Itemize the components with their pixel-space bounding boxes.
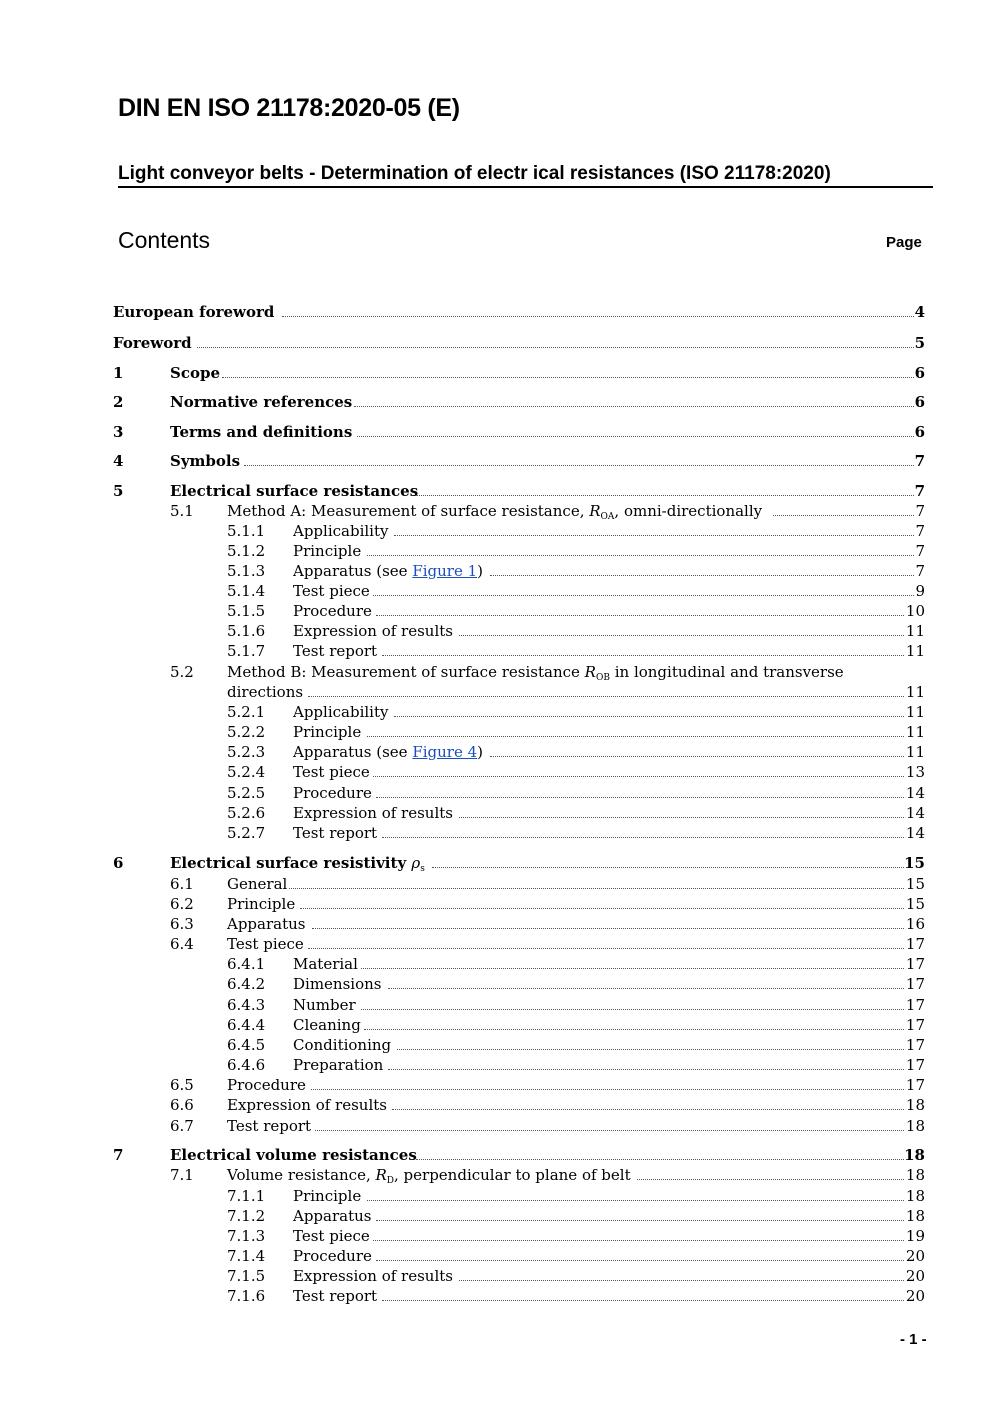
- toc-number: 5.1.4: [227, 582, 266, 600]
- toc-number: 5.2.4: [227, 763, 266, 781]
- toc-label: Procedure: [227, 1076, 306, 1094]
- toc-page: 14: [905, 784, 925, 802]
- toc-label: directions: [227, 683, 304, 701]
- toc-number: 6.4.5: [227, 1036, 266, 1054]
- toc-number: 5.2.5: [227, 784, 266, 802]
- toc-entry-6-6[interactable]: [0, 1095, 992, 1115]
- toc-leader: [459, 1280, 904, 1281]
- toc-leader: [416, 1159, 904, 1160]
- toc-label: Test report: [227, 1117, 312, 1135]
- toc-page: 11: [905, 743, 925, 761]
- toc-label: Principle: [227, 895, 296, 913]
- toc-leader: [367, 736, 904, 737]
- toc-entry-7-1-6[interactable]: [0, 1286, 992, 1306]
- toc-number: 5.1: [170, 502, 194, 520]
- toc-entry-foreword[interactable]: [0, 333, 992, 353]
- toc-label: Test piece: [293, 763, 370, 781]
- toc-page: 7: [915, 522, 925, 540]
- toc-label: Scope: [170, 364, 221, 382]
- toc-entry-5-1-7[interactable]: [0, 641, 992, 661]
- toc-page: 17: [905, 935, 925, 953]
- toc-number: 6.4.4: [227, 1016, 266, 1034]
- toc-entry-6-4-2[interactable]: [0, 974, 992, 994]
- toc-number: 6.5: [170, 1076, 194, 1094]
- toc-number: 7: [113, 1146, 124, 1164]
- toc-number: 4: [113, 452, 124, 470]
- toc-page: 18: [905, 1096, 925, 1114]
- toc-label: Test piece: [293, 1227, 370, 1245]
- toc-label: Apparatus (see Figure 4): [293, 743, 484, 761]
- toc-label: Test report: [293, 1287, 378, 1305]
- toc-page: 4: [914, 303, 925, 321]
- toc-number: 6.6: [170, 1096, 194, 1114]
- toc-label: Procedure: [293, 1247, 372, 1265]
- toc-page: 15: [905, 895, 925, 913]
- contents-heading: Contents: [118, 227, 211, 253]
- toc-number: 5.1.2: [227, 542, 266, 560]
- toc-page: 6: [914, 423, 925, 441]
- toc-page: 18: [904, 1146, 925, 1164]
- toc-page: 18: [905, 1166, 925, 1184]
- toc-number: 7.1.2: [227, 1207, 266, 1225]
- toc-label: Procedure: [293, 784, 372, 802]
- toc-page: 17: [905, 975, 925, 993]
- toc-entry-5[interactable]: [0, 481, 992, 501]
- toc-leader: [416, 495, 914, 496]
- toc-entry-5-2-6[interactable]: [0, 803, 992, 823]
- toc-leader: [300, 908, 904, 909]
- toc-leader: [373, 595, 914, 596]
- toc-leader: [361, 968, 904, 969]
- toc-entry-6-4-5[interactable]: [0, 1035, 992, 1055]
- toc-leader: [376, 1260, 904, 1261]
- toc-entry-6[interactable]: [0, 853, 992, 873]
- figure-link[interactable]: Figure 4: [412, 743, 478, 761]
- toc-number: 7.1.1: [227, 1187, 266, 1205]
- toc-entry-5-2-7[interactable]: [0, 823, 992, 843]
- toc-label: Test piece: [293, 582, 370, 600]
- toc-leader: [367, 555, 914, 556]
- toc-number: 6.2: [170, 895, 194, 913]
- toc-entry-5-2-2[interactable]: [0, 722, 992, 742]
- toc-leader: [382, 655, 904, 656]
- toc-label: Principle: [293, 542, 362, 560]
- toc-leader: [373, 1240, 904, 1241]
- toc-number: 7.1.5: [227, 1267, 266, 1285]
- toc-entry-6-2[interactable]: [0, 894, 992, 914]
- toc-label: Apparatus: [227, 915, 306, 933]
- toc-number: 5.1.5: [227, 602, 266, 620]
- toc-number: 5.1.3: [227, 562, 266, 580]
- toc-label: Dimensions: [293, 975, 382, 993]
- toc-number: 7.1.3: [227, 1227, 266, 1245]
- page-column-heading: Page: [886, 234, 922, 251]
- toc-number: 5.1.1: [227, 522, 266, 540]
- toc-entry-european-foreword[interactable]: [0, 302, 992, 322]
- toc-label: Volume resistance, $R_D$, perpendicular to plane of belt: [227, 1166, 631, 1186]
- toc-entry-6-4-4[interactable]: [0, 1015, 992, 1035]
- toc-page: 17: [905, 1036, 925, 1054]
- toc-leader: [490, 575, 914, 576]
- toc-entry-7[interactable]: [0, 1145, 992, 1165]
- toc-label: Test piece: [227, 935, 304, 953]
- toc-label: Expression of results: [227, 1096, 387, 1114]
- toc-page: 11: [905, 642, 925, 660]
- toc-page: 7: [914, 452, 925, 470]
- toc-number: 6.4: [170, 935, 194, 953]
- toc-leader: [354, 406, 914, 407]
- toc-page: 6: [914, 393, 925, 411]
- figure-link[interactable]: Figure 1: [412, 562, 478, 580]
- toc-label: Terms and definitions: [170, 423, 353, 441]
- toc-leader: [392, 1109, 904, 1110]
- toc-leader: [197, 347, 914, 348]
- toc-leader: [459, 817, 904, 818]
- toc-page: 13: [905, 763, 925, 781]
- toc-number: 6.3: [170, 915, 194, 933]
- toc-leader: [222, 377, 914, 378]
- toc-label: Principle: [293, 723, 362, 741]
- toc-entry-5-2-continuation[interactable]: [0, 682, 992, 702]
- toc-leader: [388, 1069, 904, 1070]
- toc-leader: [388, 988, 904, 989]
- toc-number: 2: [113, 393, 124, 411]
- toc-number: 5.2.2: [227, 723, 266, 741]
- toc-page: 17: [905, 996, 925, 1014]
- toc-page: 5: [914, 334, 925, 352]
- toc-leader: [432, 867, 904, 868]
- toc-entry-5-2-4[interactable]: [0, 762, 992, 782]
- toc-leader: [312, 928, 904, 929]
- toc-leader: [773, 515, 914, 516]
- toc-entry-5-1-3[interactable]: [0, 561, 992, 581]
- toc-entry-6-4-3[interactable]: [0, 995, 992, 1015]
- toc-entry-3[interactable]: [0, 422, 992, 442]
- toc-label: Expression of results: [293, 804, 453, 822]
- toc-leader: [311, 1089, 904, 1090]
- toc-number: 3: [113, 423, 124, 441]
- toc-page: 17: [905, 1016, 925, 1034]
- toc-entry-5-1-5[interactable]: [0, 601, 992, 621]
- toc-label: Applicability: [293, 703, 389, 721]
- toc-label: Electrical surface resistances: [170, 482, 419, 500]
- toc-leader: [376, 797, 904, 798]
- toc-number: 5.1.7: [227, 642, 266, 660]
- toc-entry-7-1-1[interactable]: [0, 1186, 992, 1206]
- toc-page: 7: [915, 562, 925, 580]
- toc-entry-5-1-1[interactable]: [0, 521, 992, 541]
- toc-label: Normative references: [170, 393, 353, 411]
- toc-entry-6-3[interactable]: [0, 914, 992, 934]
- toc-label: Procedure: [293, 602, 372, 620]
- toc-page: 19: [905, 1227, 925, 1245]
- toc-leader: [361, 1009, 904, 1010]
- toc-number: 6: [113, 854, 124, 872]
- toc-leader: [397, 1049, 904, 1050]
- toc-label: Applicability: [293, 522, 389, 540]
- toc-entry-5-2-3[interactable]: [0, 742, 992, 762]
- toc-leader: [373, 776, 904, 777]
- toc-label: Electrical surface resistivity $\rho_s$: [170, 854, 425, 874]
- document-title: DIN EN ISO 21178:2020-05 (E): [118, 94, 460, 122]
- toc-leader: [394, 535, 914, 536]
- toc-page: 7: [915, 502, 925, 520]
- toc-page: 15: [905, 875, 925, 893]
- toc-leader: [357, 436, 914, 437]
- toc-label: Preparation: [293, 1056, 384, 1074]
- toc-label: Conditioning: [293, 1036, 392, 1054]
- toc-number: 6.7: [170, 1117, 194, 1135]
- toc-entry-6-7[interactable]: [0, 1116, 992, 1136]
- toc-label: Apparatus (see Figure 1): [293, 562, 484, 580]
- toc-page: 11: [905, 622, 925, 640]
- toc-leader: [308, 948, 904, 949]
- toc-page: 20: [905, 1287, 925, 1305]
- toc-entry-4[interactable]: [0, 451, 992, 471]
- toc-label: Expression of results: [293, 622, 453, 640]
- page-number: - 1 -: [900, 1331, 927, 1348]
- document-subtitle: Light conveyor belts - Determination of electr ical resistances (ISO 21178:2020): [118, 163, 933, 188]
- toc-leader: [367, 1200, 904, 1201]
- toc-entry-5-1-2[interactable]: [0, 541, 992, 561]
- toc-entry-5-1-6[interactable]: [0, 621, 992, 641]
- toc-page: 9: [915, 582, 925, 600]
- toc-entry-5-1-4[interactable]: [0, 581, 992, 601]
- toc-number: 1: [113, 364, 124, 382]
- toc-leader: [244, 465, 914, 466]
- toc-entry-7-1-5[interactable]: [0, 1266, 992, 1286]
- toc-number: 6.1: [170, 875, 194, 893]
- toc-number: 5.2.6: [227, 804, 266, 822]
- toc-number: 5.2.7: [227, 824, 266, 842]
- toc-label: General: [227, 875, 288, 893]
- toc-entry-7-1[interactable]: [0, 1165, 992, 1185]
- toc-page: 18: [905, 1117, 925, 1135]
- toc-number: 6.4.3: [227, 996, 266, 1014]
- toc-leader: [394, 716, 904, 717]
- toc-leader: [490, 756, 904, 757]
- toc-entry-6-4-6[interactable]: [0, 1055, 992, 1075]
- toc-label: Method A: Measurement of surface resistance, $R_{OA}$, omni-directionally: [227, 502, 763, 522]
- toc-label: Symbols: [170, 452, 241, 470]
- toc-page: 14: [905, 824, 925, 842]
- toc-number: 7.1.4: [227, 1247, 266, 1265]
- toc-page: 7: [915, 542, 925, 560]
- toc-entry-1[interactable]: [0, 363, 992, 383]
- toc-leader: [376, 1220, 904, 1221]
- toc-number: 5: [113, 482, 124, 500]
- toc-entry-7-1-4[interactable]: [0, 1246, 992, 1266]
- toc-number: 6.4.1: [227, 955, 266, 973]
- toc-entry-2[interactable]: [0, 392, 992, 412]
- toc-label: Cleaning: [293, 1016, 361, 1034]
- toc-page: 18: [905, 1187, 925, 1205]
- toc-number: 6.4.2: [227, 975, 266, 993]
- toc-entry-6-1[interactable]: [0, 874, 992, 894]
- toc-number: 5.2: [170, 663, 194, 681]
- toc-leader: [315, 1130, 904, 1131]
- toc-number: 6.4.6: [227, 1056, 266, 1074]
- toc-page: 16: [905, 915, 925, 933]
- toc-page: 15: [904, 854, 925, 872]
- toc-label: Material: [293, 955, 358, 973]
- toc-entry-6-4[interactable]: [0, 934, 992, 954]
- toc-entry-5-2-5[interactable]: [0, 783, 992, 803]
- toc-page: 20: [905, 1247, 925, 1265]
- toc-label: Foreword: [113, 334, 192, 352]
- toc-page: 11: [905, 703, 925, 721]
- toc-label: Number: [293, 996, 356, 1014]
- toc-page: 17: [905, 1076, 925, 1094]
- toc-number: 5.2.1: [227, 703, 266, 721]
- toc-entry-7-1-2[interactable]: [0, 1206, 992, 1226]
- toc-page: 18: [905, 1207, 925, 1225]
- toc-leader: [364, 1029, 904, 1030]
- toc-leader: [308, 696, 904, 697]
- toc-page: 11: [905, 683, 925, 701]
- toc-page: 17: [905, 1056, 925, 1074]
- toc-leader: [382, 837, 904, 838]
- toc-entry-5-2-1[interactable]: [0, 702, 992, 722]
- toc-page: 7: [914, 482, 925, 500]
- toc-label: Electrical volume resistances: [170, 1146, 417, 1164]
- toc-leader: [376, 615, 904, 616]
- toc-number: 5.2.3: [227, 743, 266, 761]
- toc-entry-5-2[interactable]: [0, 662, 992, 682]
- toc-entry-6-4-1[interactable]: [0, 954, 992, 974]
- toc-page: 17: [905, 955, 925, 973]
- toc-page: 10: [905, 602, 925, 620]
- toc-leader: [637, 1179, 904, 1180]
- toc-leader: [289, 888, 904, 889]
- toc-page: 11: [905, 723, 925, 741]
- toc-leader: [382, 1300, 904, 1301]
- toc-leader: [459, 635, 904, 636]
- toc-page: 14: [905, 804, 925, 822]
- toc-number: 5.1.6: [227, 622, 266, 640]
- toc-page: 6: [914, 364, 925, 382]
- toc-label: Principle: [293, 1187, 362, 1205]
- toc-number: 7.1: [170, 1166, 194, 1184]
- toc-entry-7-1-3[interactable]: [0, 1226, 992, 1246]
- toc-number: 7.1.6: [227, 1287, 266, 1305]
- toc-page: 20: [905, 1267, 925, 1285]
- toc-label: Expression of results: [293, 1267, 453, 1285]
- toc-entry-5-1[interactable]: [0, 501, 992, 521]
- toc-leader: [282, 316, 914, 317]
- toc-entry-6-5[interactable]: [0, 1075, 992, 1095]
- toc-label: Test report: [293, 824, 378, 842]
- toc-label: Method B: Measurement of surface resistance $R_{OB}$ in longitudinal and transverse: [227, 663, 844, 683]
- toc-label: Test report: [293, 642, 378, 660]
- toc-label: Apparatus: [293, 1207, 372, 1225]
- toc-label: European foreword: [113, 303, 275, 321]
